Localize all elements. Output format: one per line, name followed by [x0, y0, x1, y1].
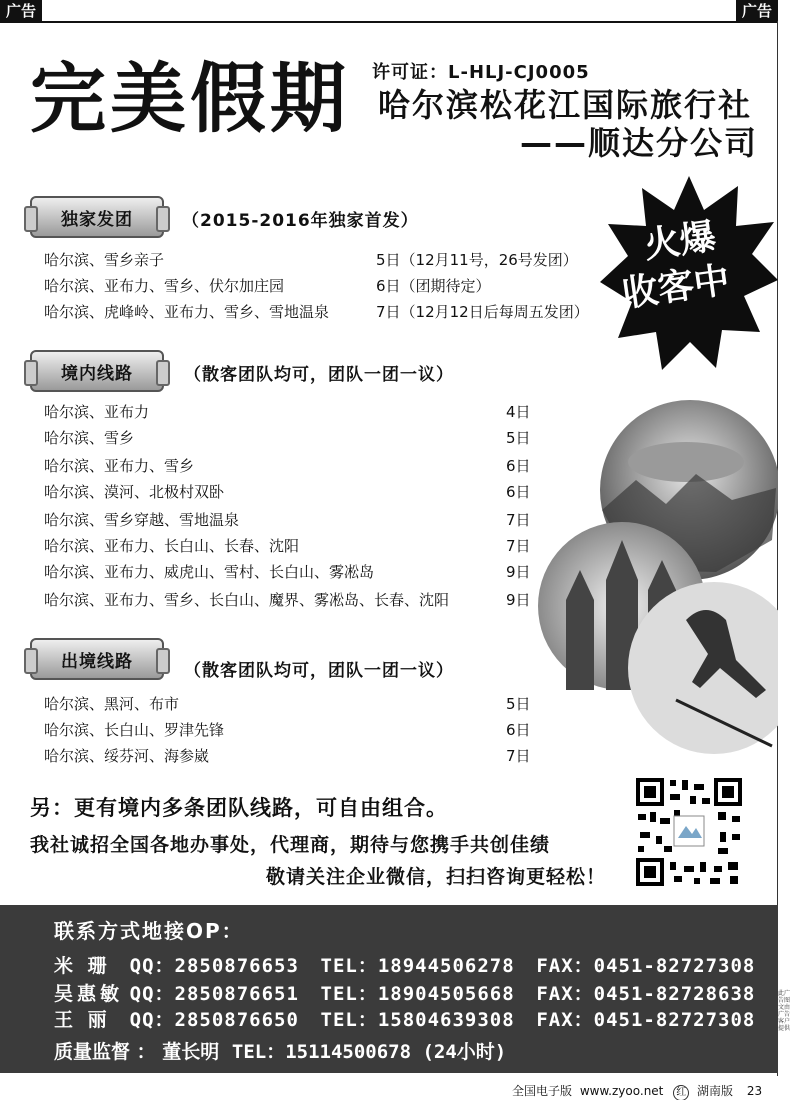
branch-name: ——顺达分公司	[520, 124, 759, 162]
supervise-name: 董长明	[162, 1041, 220, 1063]
contact-qq[interactable]: QQ：2850876650	[129, 1009, 299, 1031]
contact-tel[interactable]: TEL：15804639308	[320, 1009, 515, 1031]
contact-name: 王 丽	[54, 1009, 111, 1031]
contact-row	[54, 979, 755, 1006]
route-name: 哈尔滨、雪乡穿越、雪地温泉	[44, 511, 240, 529]
route-name: 哈尔滨、亚布力、雪乡	[44, 457, 195, 475]
footer-region: 湖南版	[697, 1084, 734, 1098]
route-name: 哈尔滨、绥芬河、海参崴	[44, 747, 210, 765]
extra-line-3: 敬请关注企业微信，扫扫咨询更轻松！	[266, 866, 607, 888]
ad-label-left: 广告	[0, 0, 42, 22]
route-name: 哈尔滨、长白山、罗津先锋	[44, 721, 225, 739]
route-days: 9日	[506, 563, 531, 581]
footer-page-number: 23	[746, 1084, 763, 1098]
outbound-badge	[30, 638, 164, 680]
ad-label-right: 广告	[736, 0, 778, 22]
contact-row	[54, 1005, 755, 1032]
contact-fax[interactable]: FAX：0451-82728638	[536, 983, 756, 1005]
burst-line-2: 收客中	[619, 259, 733, 316]
crater-lake	[628, 442, 744, 482]
contact-tel[interactable]: TEL：18904505668	[320, 983, 515, 1005]
route-name: 哈尔滨、雪乡	[44, 429, 135, 447]
contact-name: 吴惠敏	[54, 983, 124, 1005]
route-days: 7日（12月12日后每周五发团）	[376, 303, 589, 321]
license-number: 许可证：L-HLJ-CJ0005	[372, 62, 590, 83]
route-days: 5日	[506, 695, 531, 713]
route-days: 6日	[506, 457, 531, 475]
route-days: 9日	[506, 591, 531, 609]
top-rule	[0, 21, 778, 23]
contact-name: 米 珊	[54, 955, 111, 977]
route-name: 哈尔滨、亚布力	[44, 403, 150, 421]
contact-fax[interactable]: FAX：0451-82727308	[536, 955, 756, 977]
footer-logo-icon: 红	[673, 1085, 689, 1100]
domestic-badge-label: 境内线路	[61, 363, 133, 384]
extra-line-1: 另：更有境内多条团队线路，可自由组合。	[30, 796, 448, 820]
outbound-badge-label: 出境线路	[61, 651, 133, 672]
domestic-note: （散客团队均可，团队一团一议）	[184, 365, 454, 385]
route-days: 7日	[506, 537, 531, 555]
route-days: 4日	[506, 403, 531, 421]
scenery-photos	[536, 400, 778, 780]
route-name: 哈尔滨、雪乡亲子	[44, 251, 165, 269]
qr-finder-top-left	[636, 778, 664, 806]
route-name: 哈尔滨、黑河、布市	[44, 695, 180, 713]
contact-fax[interactable]: FAX：0451-82727308	[536, 1009, 756, 1031]
contact-title: 联系方式地接OP：	[54, 919, 244, 943]
exclusive-badge	[30, 196, 164, 238]
extra-line-2: 我社诚招全国各地办事处，代理商，期待与您携手共创佳绩	[30, 834, 551, 856]
route-name: 哈尔滨、亚布力、雪乡、伏尔加庄园	[44, 277, 285, 295]
footer-edition: 全国电子版	[512, 1084, 573, 1098]
side-disclaimer: 此广告图文由广告客户提供	[778, 990, 790, 1032]
outbound-note: （散客团队均可，团队一团一议）	[184, 661, 454, 681]
supervise-label: 质量监督 ：	[54, 1041, 156, 1063]
wechat-qr-code[interactable]	[634, 776, 744, 888]
qr-finder-bottom-left	[636, 858, 664, 886]
route-days: 6日（团期待定）	[376, 277, 491, 295]
contact-qq[interactable]: QQ：2850876651	[129, 983, 299, 1005]
contact-row	[54, 951, 755, 978]
route-name: 哈尔滨、漠河、北极村双卧	[44, 483, 225, 501]
contact-panel	[0, 905, 778, 1073]
company-name: 哈尔滨松花江国际旅行社	[378, 86, 753, 124]
burst-line-1: 火爆	[641, 216, 719, 267]
contact-tel[interactable]: TEL：18944506278	[320, 955, 515, 977]
route-name: 哈尔滨、虎峰岭、亚布力、雪乡、雪地温泉	[44, 303, 330, 321]
exclusive-note: （2015-2016年独家首发）	[182, 211, 419, 231]
quality-supervision	[54, 1037, 506, 1064]
route-days: 5日	[506, 429, 531, 447]
route-days: 7日	[506, 747, 531, 765]
footer	[512, 1082, 762, 1100]
brand-title: 完美假期	[30, 54, 350, 143]
route-days: 6日	[506, 721, 531, 739]
footer-url[interactable]: www.zyoo.net	[579, 1084, 664, 1098]
route-name: 哈尔滨、亚布力、雪乡、长白山、魔界、雾凇岛、长春、沈阳	[44, 591, 450, 609]
route-days: 6日	[506, 483, 531, 501]
domestic-badge	[30, 350, 164, 392]
supervise-tel[interactable]: TEL：15114500678 (24小时)	[231, 1041, 507, 1063]
route-name: 哈尔滨、亚布力、长白山、长春、沈阳	[44, 537, 300, 555]
exclusive-badge-label: 独家发团	[61, 209, 133, 230]
route-days: 5日（12月11号，26号发团）	[376, 251, 578, 269]
qr-finder-top-right	[714, 778, 742, 806]
contact-qq[interactable]: QQ：2850876653	[129, 955, 299, 977]
route-name: 哈尔滨、亚布力、威虎山、雪村、长白山、雾凇岛	[44, 563, 375, 581]
route-days: 7日	[506, 511, 531, 529]
